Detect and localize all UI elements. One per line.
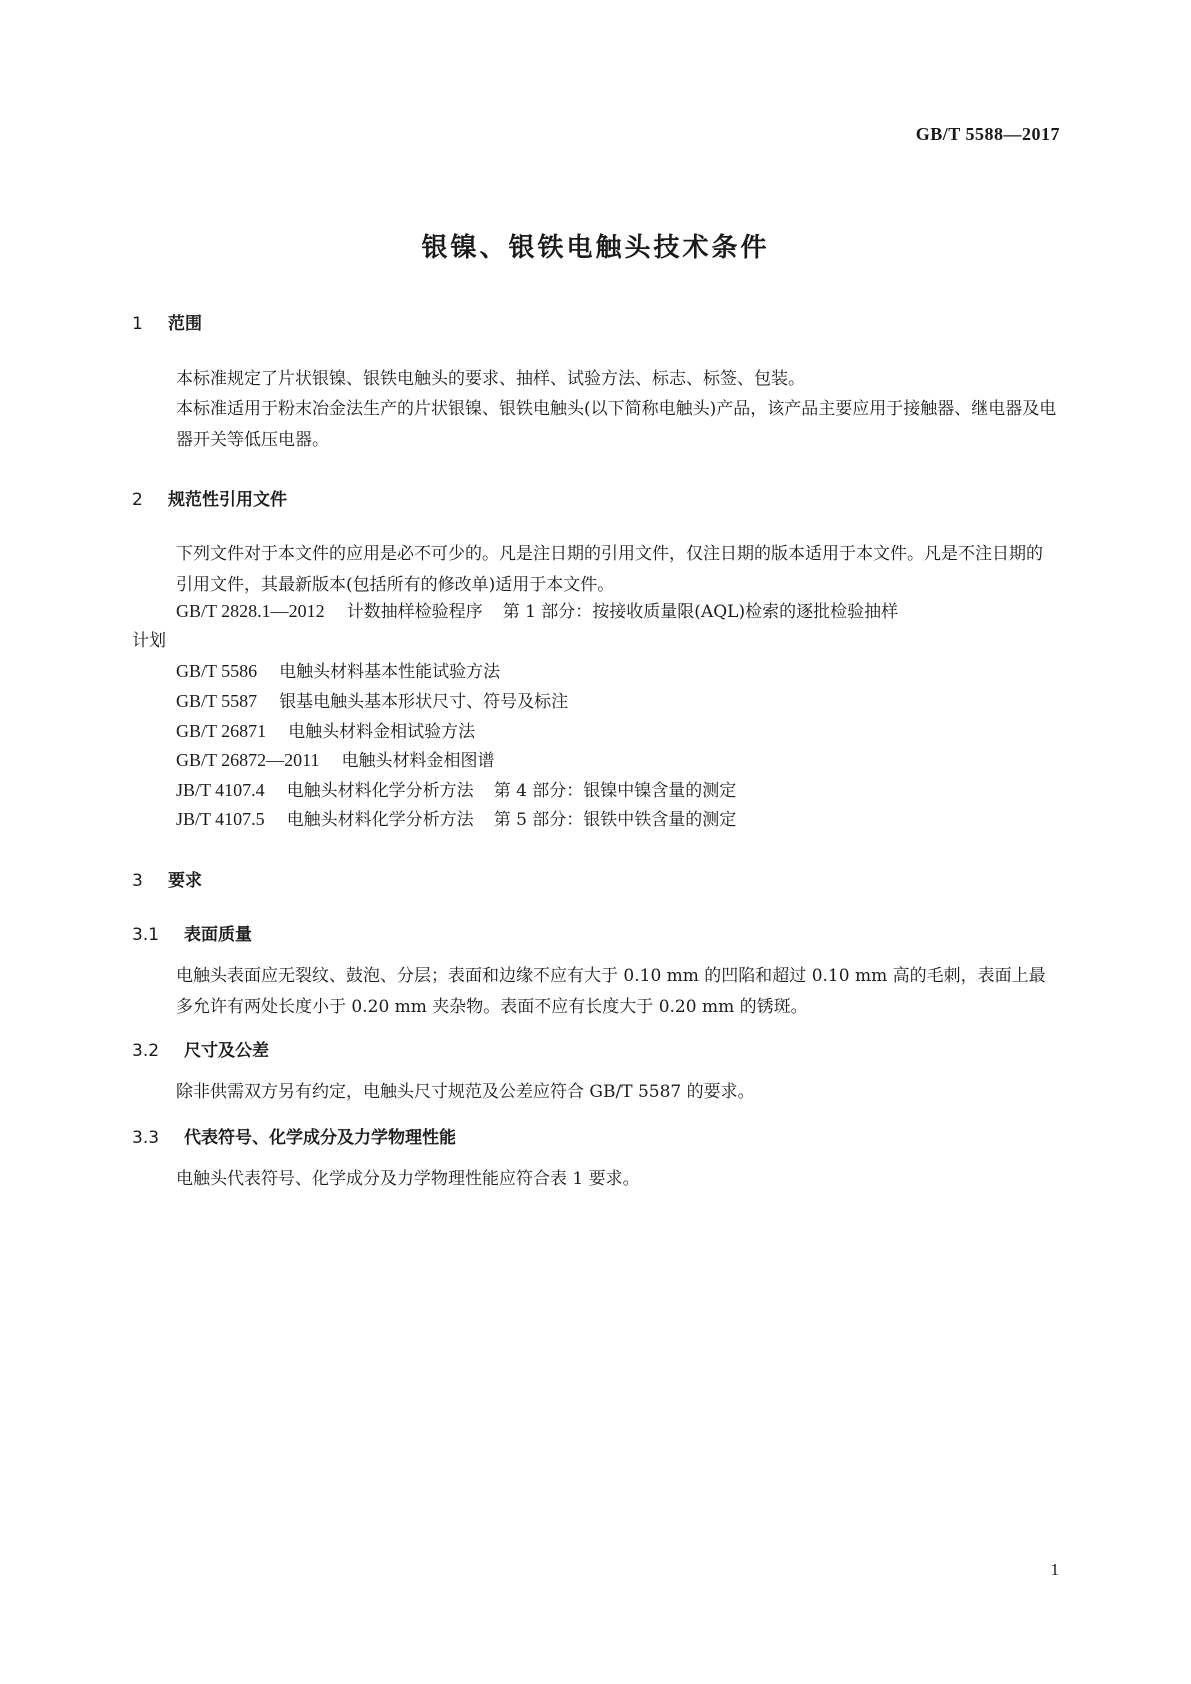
section-title: 要求 <box>168 871 202 891</box>
reference-item <box>176 775 736 807</box>
section-1-paragraph-2: 本标准适用于粉末冶金法生产的片状银镍、银铁电触头(以下简称电触头)产品，该产品主要应用于接触器、继电器及电器开关等低压电器。 <box>176 399 1057 450</box>
reference-item <box>176 716 475 748</box>
section-number: 3.2 <box>132 1041 160 1061</box>
section-2-intro: 下列文件对于本文件的应用是必不可少的。凡是注日期的引用文件，仅注日期的版本适用于本文件。凡是不注日期的引用文件，其最新版本(包括所有的修改单)适用于本文件。 <box>176 544 1043 595</box>
reference-code: GB/T 5586 <box>176 661 258 681</box>
section-title: 范围 <box>168 314 202 334</box>
section-3-heading <box>132 866 202 891</box>
section-1-heading <box>132 309 202 334</box>
reference-part: 第 5 部分：银铁中铁含量的测定 <box>493 810 737 830</box>
reference-part: 第 4 部分：银镍中镍含量的测定 <box>493 781 737 801</box>
section-title: 表面质量 <box>184 925 252 945</box>
page-number: 1 <box>1050 1560 1059 1579</box>
section-3-3-paragraph: 电触头代表符号、化学成分及力学物理性能应符合表 1 要求。 <box>176 1169 640 1189</box>
reference-title: 电触头材料金相试验方法 <box>288 722 476 742</box>
section-title: 规范性引用文件 <box>168 490 287 510</box>
reference-code: GB/T 26872—2011 <box>176 750 320 770</box>
reference-title: 电触头材料基本性能试验方法 <box>279 662 501 682</box>
reference-code: GB/T 5587 <box>176 691 258 711</box>
section-title: 尺寸及公差 <box>184 1041 269 1061</box>
reference-item <box>176 804 736 836</box>
section-3-2-heading <box>132 1036 269 1061</box>
section-number: 3.3 <box>132 1128 160 1148</box>
section-number: 2 <box>132 490 143 510</box>
reference-item <box>176 596 898 628</box>
reference-title: 电触头材料化学分析方法 <box>286 781 474 801</box>
document-id: GB/T 5588—2017 <box>915 124 1060 144</box>
reference-code: JB/T 4107.4 <box>176 780 265 800</box>
reference-part: 第 1 部分：按接收质量限(AQL)检索的逐批检验抽样 <box>502 602 899 622</box>
reference-item <box>176 686 568 718</box>
reference-code: JB/T 4107.5 <box>176 809 265 829</box>
reference-code: GB/T 2828.1—2012 <box>176 601 325 621</box>
section-number: 3.1 <box>132 925 160 945</box>
reference-title: 银基电触头基本形状尺寸、符号及标注 <box>279 692 569 712</box>
reference-item <box>176 656 500 688</box>
section-number: 3 <box>132 871 143 891</box>
document-title: 银镍、银铁电触头技术条件 <box>421 233 770 263</box>
reference-title: 电触头材料金相图谱 <box>341 751 495 771</box>
reference-item-continuation: 计划 <box>132 631 166 651</box>
section-1-paragraph-1: 本标准规定了片状银镍、银铁电触头的要求、抽样、试验方法、标志、标签、包装。 <box>176 369 805 389</box>
reference-title: 电触头材料化学分析方法 <box>286 810 474 830</box>
reference-title: 计数抽样检验程序 <box>346 602 483 622</box>
section-3-3-heading <box>132 1123 456 1148</box>
section-3-2-paragraph: 除非供需双方另有约定，电触头尺寸规范及公差应符合 GB/T 5587 的要求。 <box>176 1082 755 1102</box>
section-3-1-paragraph: 电触头表面应无裂纹、鼓泡、分层；表面和边缘不应有大于 0.10 mm 的凹陷和超过 0.10 mm 高的毛刺，表面上最多允许有两处长度小于 0.20 mm 夹杂物。表面不应有长度大于 0.20 mm 的锈斑。 <box>176 966 1046 1017</box>
reference-item <box>176 745 495 777</box>
section-2-heading <box>132 485 287 510</box>
section-3-1-heading <box>132 920 252 945</box>
section-number: 1 <box>132 314 143 334</box>
section-title: 代表符号、化学成分及力学物理性能 <box>184 1128 456 1148</box>
reference-code: GB/T 26871 <box>176 721 267 741</box>
